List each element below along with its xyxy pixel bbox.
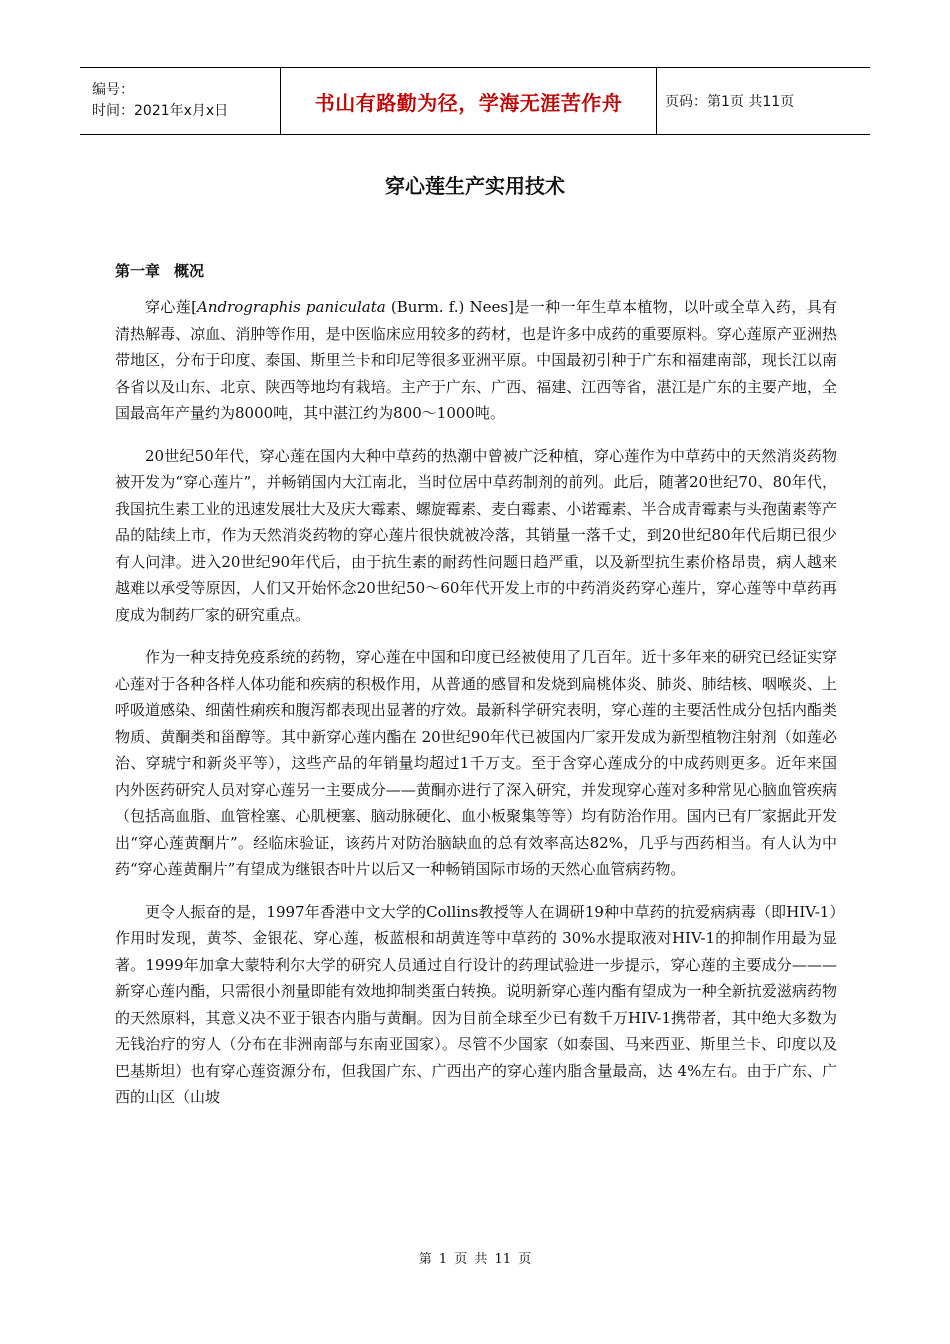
latin-name: Andrographis paniculata	[197, 298, 386, 316]
paragraph-3: 作为一种支持免疫系统的药物，穿心莲在中国和印度已经被使用了几百年。近十多年来的研究已经证实穿心莲对于各种各样人体功能和疾病的积极作用，从普通的感冒和发烧到扁桃体炎、肺炎、肺结核、咽喉炎、上呼吸道感染、细菌性痢疾和腹泻都表现出显著的疗效。最新科学研究表明，穿心莲的主要活性成分包括内酯类物质、黄酮类和甾醇等。其中新穿心莲内酯在 20世纪90年代已被国内厂家开发成为新型植物注射剂（如莲必治、穿琥宁和新炎平等），这些产品的年销量均超过1千万支。至于含穿心莲成分的中成药则更多。近年来国内外医药研究人员对穿心莲另一主要成分——黄酮亦进行了深入研究，并发现穿心莲对多种常见心脑血管疾病（包括高血脂、血管栓塞、心肌梗塞、脑动脉硬化、血小板聚集等等）均有防治作用。国内已有厂家据此开发出“穿心莲黄酮片”。经临床验证，该药片对防治脑缺血的总有效率高达82%，几乎与西药相当。有人认为中药“穿心莲黄酮片”有望成为继银杏叶片以后又一种畅销国际市场的天然心血管病药物。	[115, 648, 837, 878]
paragraph-4: 更令人振奋的是，1997年香港中文大学的Collins教授等人在调研19种中草药的抗爱病病毒（即HIV-1）作用时发现，黄芩、金银花、穿心莲，板蓝根和胡黄连等中草药的 30%水提取液对HIV-1的抑制作用最为显著。1999年加拿大蒙特利尔大学的研究人员通过自行设计的药理试验进一步提示，穿心莲的主要成分———新穿心莲内酯，只需很小剂量即能有效地抑制类蛋白转换。说明新穿心莲内酯有望成为一种全新抗爱滋病药物的天然原料，其意义决不亚于银杏内脂与黄酮。因为目前全球至少已有数千万HIV-1携带者，其中绝大多数为无钱治疗的穷人（分布在非洲南部与东南亚国家）。尽管不少国家（如泰国、马来西亚、斯里兰卡、印度以及巴基斯坦）也有穿心莲资源分布，但我国广东、广西出产的穿心莲内脂含量最高，达 4%左右。由于广东、广西的山区（山坡	[115, 902, 837, 1106]
page-header	[80, 67, 870, 135]
chapter-name: 概况	[174, 262, 205, 280]
page-number-label: 页码：第1页 共11页	[665, 94, 795, 110]
header-motto: 书山有路勤为径，学海无涯苦作舟	[314, 90, 623, 115]
chapter-heading	[115, 260, 204, 281]
header-meta	[80, 68, 281, 134]
body-text	[115, 294, 837, 1127]
paragraph-2: 20世纪50年代，穿心莲在国内大种中草药的热潮中曾被广泛种植，穿心莲作为中草药中的天然消炎药物被开发为“穿心莲片”，并畅销国内大江南北，当时位居中草药制剂的前列。此后，随著20世纪70、80年代，我国抗生素工业的迅速发展壮大及庆大霉素、螺旋霉素、麦白霉素、小诺霉素、半合成青霉素与头孢菌素等产品的陆续上市，作为天然消炎药物的穿心莲片很快就被冷落，其销量一落千丈，到20世纪80年代后期已很少有人问津。进入20世纪90年代后，由于抗生素的耐药性问题日趋严重，以及新型抗生素价格昂贵，病人越来越难以承受等原因，人们又开始怀念20世纪50～60年代开发上市的中药消炎药穿心莲片，穿心莲等中草药再度成为制药厂家的研究重点。	[115, 446, 837, 624]
chapter-number: 第一章	[115, 262, 161, 280]
document-number: 编号：	[92, 82, 134, 98]
paragraph-1: 穿心莲[Andrographis paniculata (Burm. f.) Nees]是一种一年生草本植物，以叶或全草入药，具有清热解毒、凉血、消肿等作用，是中医临床应用较多的药材，也是许多中成药的重要原料。穿心莲原产亚洲热带地区，分布于印度、泰国、斯里兰卡和印尼等很多亚洲平原。中国最初引种于广东和福建南部，现长江以南各省以及山东、北京、陕西等地均有栽培。主产于广东、广西、福建、江西等省，湛江是广东的主要产地，全国最高年产量约为8000吨，其中湛江约为800～1000吨。	[115, 298, 837, 422]
page-footer: 第 1 页 共 11 页	[418, 1252, 532, 1267]
header-page-info	[657, 68, 870, 134]
header-motto-cell	[281, 68, 657, 134]
document-date: 时间：2021年x月x日	[92, 103, 229, 119]
document-title: 穿心莲生产实用技术	[385, 174, 565, 198]
